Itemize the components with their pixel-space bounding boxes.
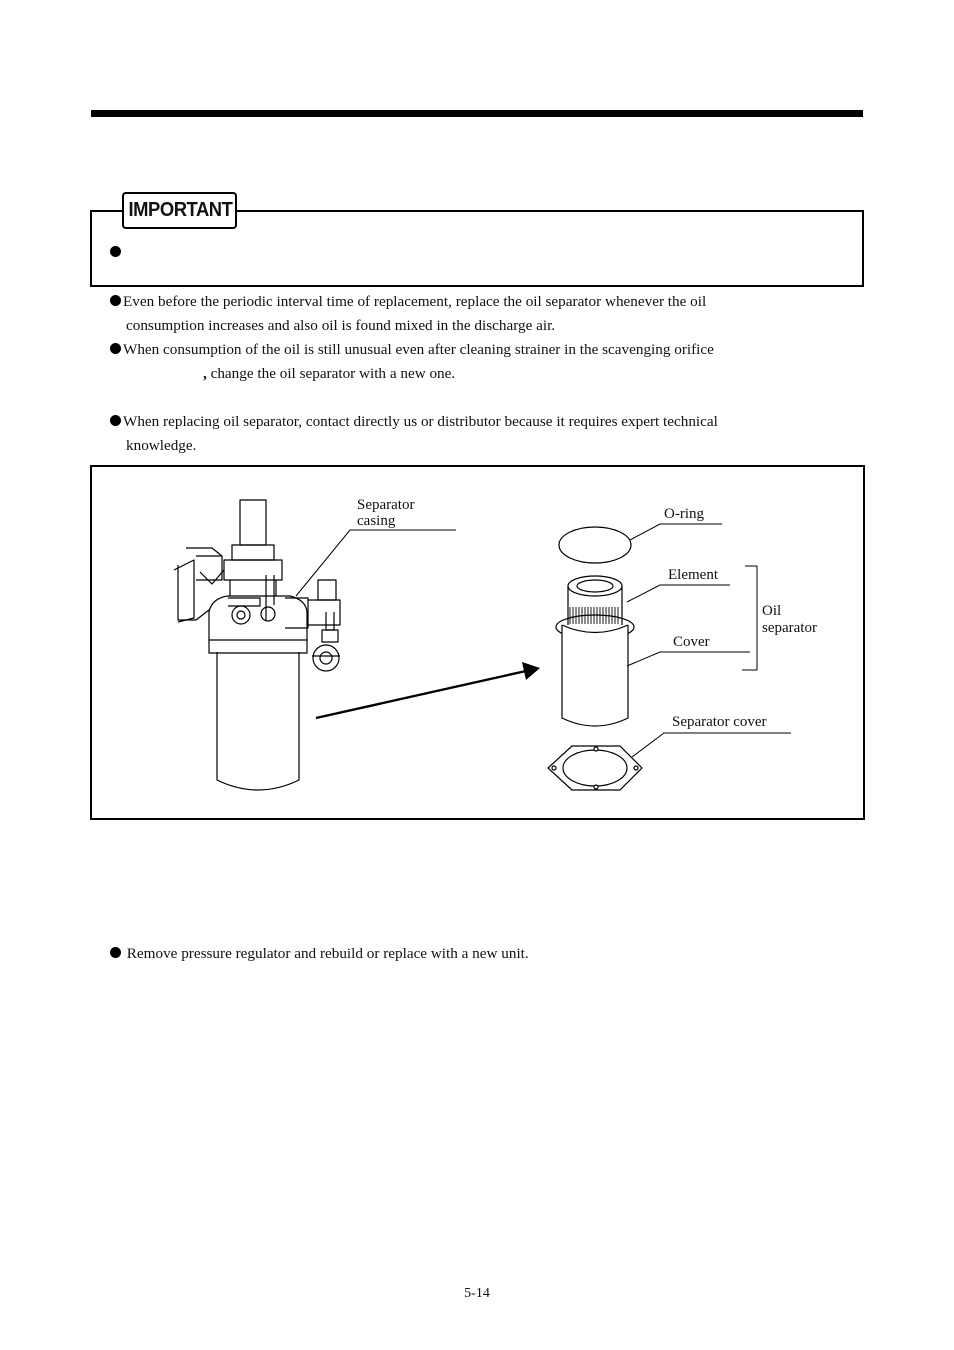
cover-part — [562, 625, 628, 726]
label-element: Element — [668, 567, 718, 583]
label-separator-casing-1: Separator — [357, 497, 415, 513]
note-2 — [110, 338, 860, 386]
bullet-icon — [110, 343, 121, 354]
canister-body — [217, 652, 299, 790]
note-2-line2-wrap — [110, 362, 860, 386]
label-o-ring: O-ring — [664, 506, 704, 522]
page-number: 5-14 — [464, 1286, 490, 1301]
tower — [240, 500, 266, 545]
leader-element — [627, 585, 730, 602]
label-separator-cover: Separator cover — [672, 714, 767, 730]
regulator-note — [110, 942, 860, 966]
assembly-arrow — [316, 671, 526, 718]
note-2-line1: When consumption of the oil is still unusual even after cleaning strainer in the scavenging orifice — [123, 341, 714, 358]
note-1-line2: consumption increases and also oil is found mixed in the discharge air. — [126, 317, 556, 334]
oil-separator-bracket — [742, 566, 757, 670]
element-part — [568, 576, 622, 596]
separator-head — [209, 596, 307, 640]
leader-casing — [296, 530, 456, 596]
gauge-fitting — [313, 645, 339, 671]
bullet-icon — [110, 947, 121, 958]
bullet-icon — [110, 415, 121, 426]
note-1-line1: Even before the periodic interval time of replacement, replace the oil separator whenever the oil — [123, 293, 707, 310]
label-oil-separator-2: separator — [762, 620, 817, 636]
note-3-line1: When replacing oil separator, contact directly us or distributor because it requires expert technical — [123, 413, 718, 430]
note-3-line2: knowledge. — [126, 437, 197, 454]
important-badge-label: IMPORTANT — [128, 199, 233, 221]
label-oil-separator-1: Oil — [762, 603, 782, 619]
note-3 — [110, 410, 860, 458]
leader-separator-cover — [632, 733, 791, 757]
oil-separator-diagram — [92, 467, 861, 816]
note-1 — [110, 290, 860, 338]
bullet-icon — [110, 246, 121, 257]
note-2-line2: change the oil separator with a new one. — [206, 365, 456, 382]
bullet-icon — [110, 295, 121, 306]
label-separator-casing-2: casing — [357, 513, 396, 529]
label-cover: Cover — [673, 634, 710, 650]
arrow-head — [522, 662, 540, 680]
important-bullet — [110, 241, 123, 265]
side-valve — [308, 600, 340, 625]
leader-cover — [627, 652, 750, 666]
regulator-note-text: Remove pressure regulator and rebuild or replace with a new unit. — [126, 945, 529, 962]
important-badge — [122, 192, 237, 229]
note-2-comma: , — [203, 365, 207, 382]
header-rule — [91, 110, 863, 117]
separator-cover-part — [548, 746, 642, 790]
leader-o-ring — [630, 524, 722, 540]
o-ring-part — [559, 527, 631, 563]
